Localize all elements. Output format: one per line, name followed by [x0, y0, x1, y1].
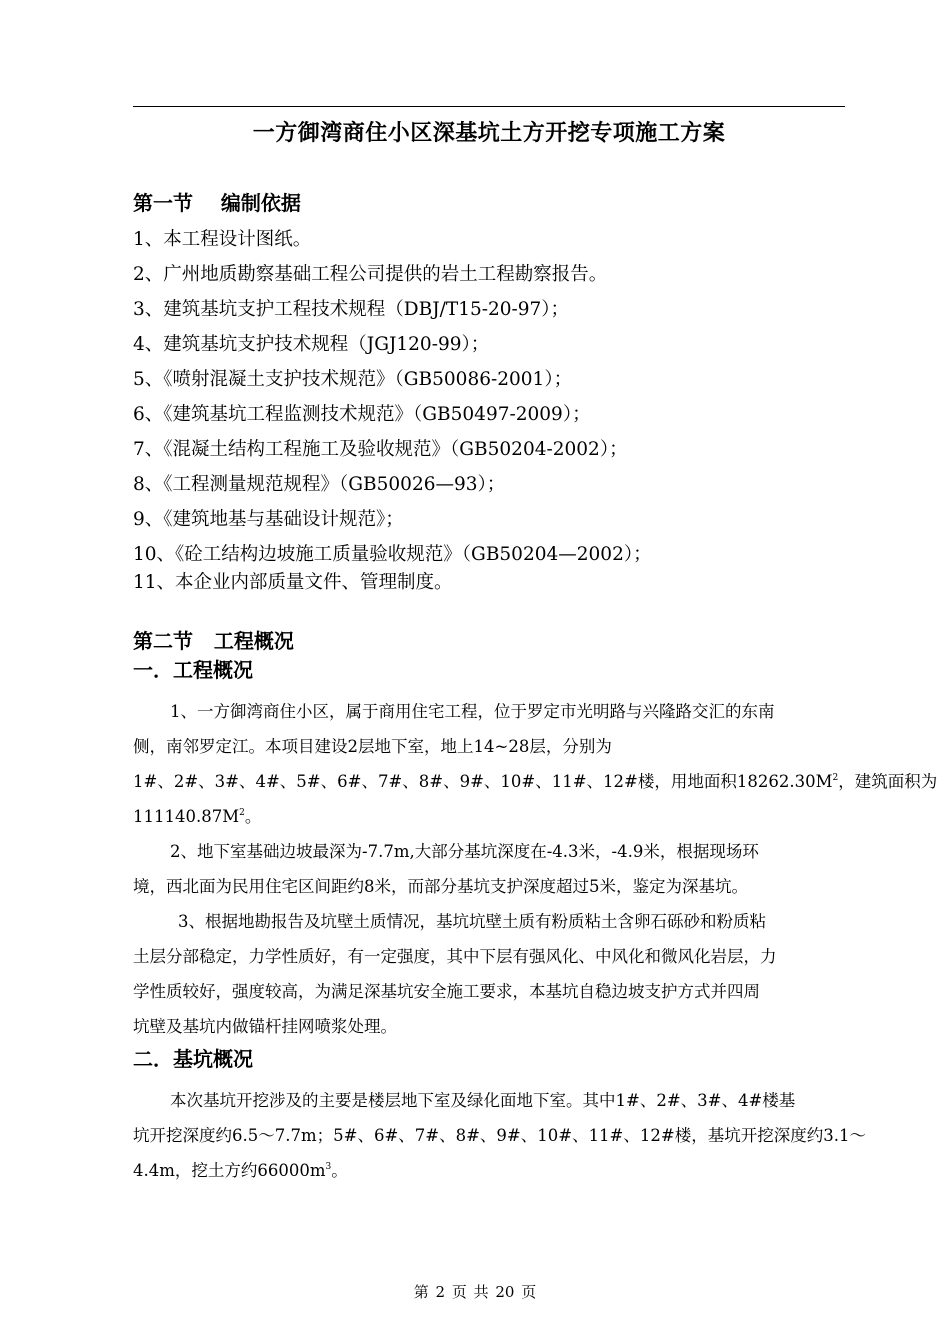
pit-p1-line-3a: 4.4m，挖土方约66000m: [133, 1161, 326, 1180]
basis-item-4: 4、建筑基坑支护技术规程（JGJ120-99）；: [133, 334, 490, 355]
superscript-2: 2: [239, 808, 245, 818]
basis-item-3: 3、建筑基坑支护工程技术规程（DBJ/T15-20-97）；: [133, 299, 570, 320]
superscript-2: 2: [832, 773, 839, 783]
overview-p1-line-3a: 1#、2#、3#、4#、5#、6#、7#、8#、9#、10#、11#、12#楼，用地面积18262.30M: [133, 772, 833, 791]
overview-p3-line-2: 土层分部稳定，力学性质好，有一定强度，其中下层有强风化、中风化和微风化岩层，力: [133, 947, 777, 966]
pit-paragraph-1: [133, 1083, 866, 1188]
overview-p1-line-2: 侧，南邻罗定江。本项目建设2层地下室，地上14~28层，分别为: [133, 737, 612, 756]
overview-p3-line-3: 学性质较好，强度较高，为满足深基坑安全施工要求，本基坑自稳边坡支护方式并四周: [133, 982, 760, 1001]
pit-p1-line-3: [133, 1153, 848, 1188]
overview-p3-line-4: 坑壁及基坑内做锚杆挂网喷浆处理。: [133, 1017, 397, 1036]
overview-p1-line-4b: 。: [244, 807, 262, 826]
overview-p1-line-3b: ，建筑面积为: [838, 772, 938, 791]
section2-heading: 第二节 工程概况: [133, 629, 294, 653]
overview-p2-line-2: 境，西北面为民用住宅区间距约8米，而部分基坑支护深度超过5米，鉴定为深基坑。: [133, 877, 748, 896]
overview-paragraph-1: [133, 694, 938, 834]
basis-item-10: 10、《砼工结构边坡施工质量验收规范》（GB50204—2002）；: [133, 544, 652, 565]
basis-item-6: 6、《建筑基坑工程监测技术规范》（GB50497-2009）；: [133, 404, 591, 425]
overview-p1-line-3: [133, 764, 938, 799]
basis-item-8: 8、《工程测量规范规程》（GB50026—93）；: [133, 474, 506, 495]
overview-p3-line-1: 3、根据地勘报告及坑壁土质情况，基坑坑壁土质有粉质粘土含卵石砾砂和粉质粘: [178, 912, 766, 931]
overview-p1-line-1: 1、一方御湾商住小区，属于商用住宅工程，位于罗定市光明路与兴隆路交汇的东南: [170, 702, 775, 721]
pit-p1-line-2: 坑开挖深度约6.5～7.7m；5#、6#、7#、8#、9#、10#、11#、12#楼，基坑开挖深度约3.1～: [133, 1126, 866, 1145]
pit-p1-line-3b: 。: [331, 1161, 348, 1180]
section1-heading: 第一节 编制依据: [133, 191, 301, 215]
pit-p1-line-1: 本次基坑开挖涉及的主要是楼层地下室及绿化面地下室。其中1#、2#、3#、4#楼基: [170, 1091, 796, 1110]
overview-paragraph-2: [133, 834, 848, 904]
overview-paragraph-3: [133, 904, 848, 1044]
header-rule: [133, 106, 845, 107]
superscript-3: 3: [325, 1162, 332, 1172]
overview-p1-line-4: [133, 799, 848, 834]
basis-item-11: 11、本企业内部质量文件、管理制度。: [133, 572, 453, 593]
basis-item-2: 2、广州地质勘察基础工程公司提供的岩土工程勘察报告。: [133, 264, 608, 285]
subsection-pit-overview-heading: 二．基坑概况: [133, 1047, 253, 1071]
basis-item-7: 7、《混凝土结构工程施工及验收规范》（GB50204-2002）；: [133, 439, 628, 460]
overview-p2-line-1: 2、地下室基础边坡最深为-7.7m,大部分基坑深度在-4.3米，-4.9米，根据现场环: [170, 842, 759, 861]
basis-item-1: 1、本工程设计图纸。: [133, 229, 312, 250]
subsection-project-overview-heading: 一．工程概况: [133, 658, 253, 682]
page-footer: 第 2 页 共 20 页: [413, 1283, 537, 1301]
basis-item-9: 9、《建筑地基与基础设计规范》；: [133, 509, 404, 530]
document-title: 一方御湾商住小区深基坑土方开挖专项施工方案: [252, 121, 726, 146]
overview-p1-line-4a: 111140.87M: [133, 807, 240, 826]
basis-item-5: 5、《喷射混凝土支护技术规范》（GB50086-2001）；: [133, 369, 573, 390]
